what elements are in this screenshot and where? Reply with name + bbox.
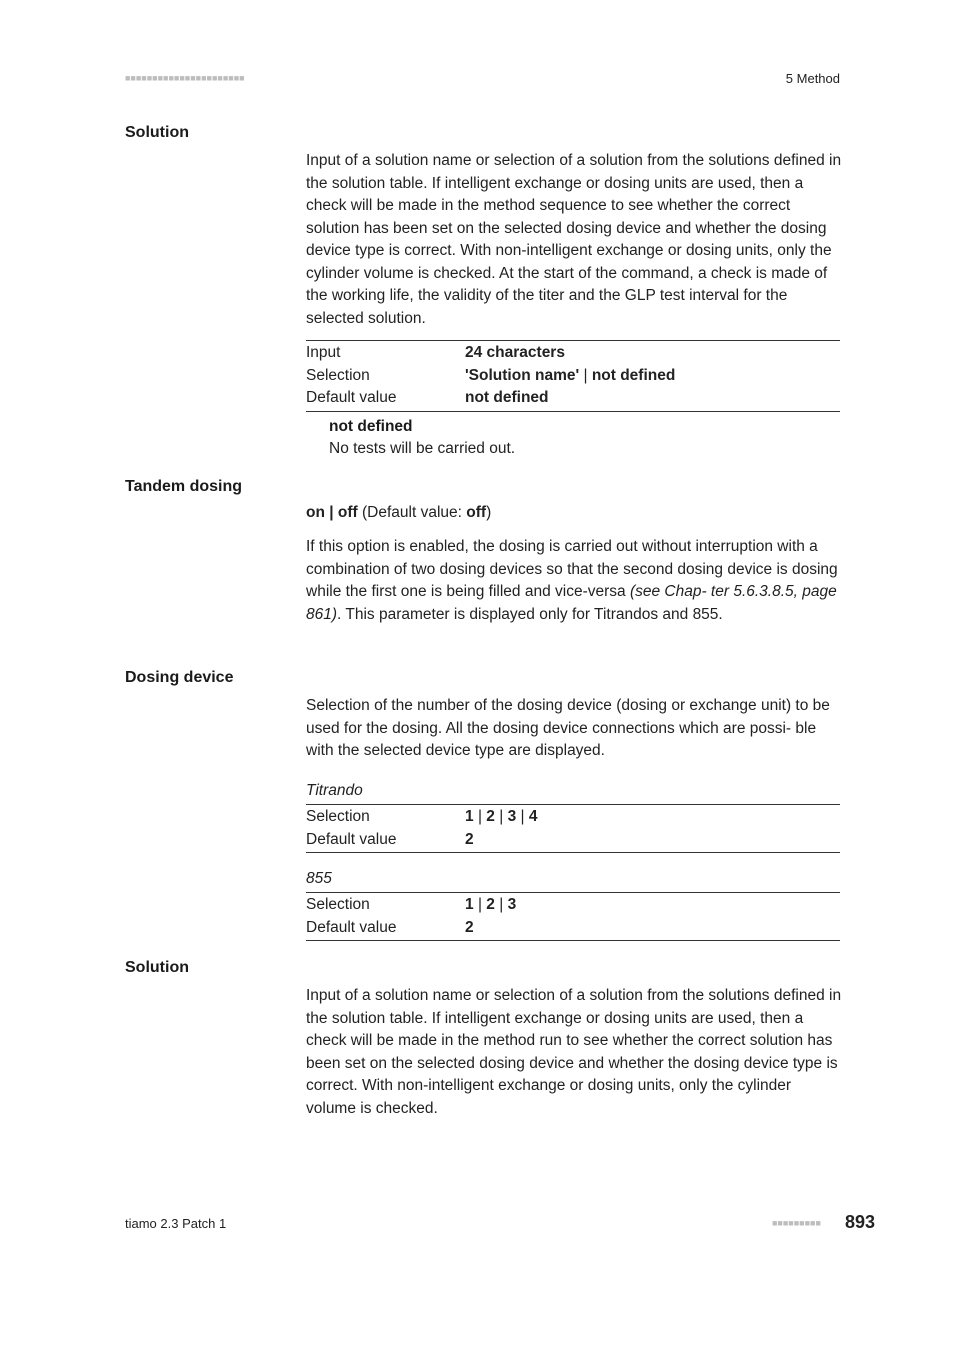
option-title: not defined: [329, 418, 413, 435]
table-row: [306, 829, 840, 852]
header-decoration: ■■■■■■■■■■■■■■■■■■■■■■: [125, 73, 245, 83]
row-value: not defined: [465, 389, 549, 406]
separator: |: [477, 808, 482, 825]
separator: |: [499, 896, 504, 913]
tandem-desc-part2: . This parameter is displayed only for Titrandos and 855.: [337, 605, 723, 623]
titrando-caption: Titrando: [306, 782, 363, 799]
table-row: [306, 365, 840, 388]
selection-option: 2: [486, 896, 495, 913]
row-label: Selection: [306, 808, 370, 825]
855-parameter-table: [306, 892, 840, 941]
selection-option: 4: [528, 808, 538, 825]
selection-option: 3: [507, 896, 517, 913]
separator: |: [329, 504, 334, 521]
row-label: Selection: [306, 896, 370, 913]
row-value: [465, 806, 537, 829]
solution-description: Input of a solution name or selection of a solution from the solutions defined in the solution table. If intelligent exchange or dosing units are used, then a check will be made in the method sequence to see whether the correct solution has been set on the selected dosing device and whether the dosing device type is correct. With non-intelligent exchange or dosing units, only the cylinder volume is checked. At the start of the command, a check is made of the working life, the validity of the titer and the GLP test interval for the selected solution.: [306, 152, 842, 327]
section-title-dosing-device: Dosing device: [125, 669, 234, 686]
tandem-desc-part1: If this option is enabled, the dosing is carried out without interruption with a combination of two dosing devices so that the second dosing device is dosing while the first one is being filled and vice-versa: [306, 538, 838, 600]
selection-option: not defined: [591, 366, 676, 384]
separator: |: [499, 808, 504, 825]
solution-parameter-table: [306, 340, 840, 412]
default-value: off: [466, 504, 487, 521]
separator: |: [583, 366, 588, 384]
table-row: [306, 342, 840, 365]
table-row: [306, 917, 840, 940]
855-caption: 855: [306, 870, 332, 887]
selection-option: 1: [465, 896, 474, 913]
row-value: 24 characters: [465, 344, 565, 361]
chapter-label: 5 Method: [785, 71, 840, 86]
footer-decoration: ■■■■■■■■■: [772, 1218, 821, 1228]
section-title-solution: Solution: [125, 124, 189, 141]
product-version: tiamo 2.3 Patch 1: [125, 1216, 227, 1231]
row-value: [465, 894, 516, 917]
titrando-parameter-table: [306, 804, 840, 853]
selection-option: 2: [486, 808, 495, 825]
separator: |: [520, 808, 525, 825]
solution-description: Input of a solution name or selection of a solution from the solutions defined in the solution table. If intelligent exchange or dosing units are used, then a check will be made in the method run to see whether the correct solution has been set on the selected dosing device and whether the dosing device type is correct. With non-intelligent exchange or dosing units, only the cylinder volume is checked.: [306, 987, 842, 1117]
tandem-description: [306, 536, 842, 626]
row-label: Selection: [306, 366, 370, 384]
chapter-reference-link[interactable]: (see Chap- ter 5.6.3.8.5, page 861): [306, 583, 837, 623]
selection-option: 'Solution name': [465, 366, 580, 384]
option-description: No tests will be carried out.: [329, 440, 516, 457]
table-row: [306, 806, 840, 829]
option-on: on: [306, 504, 325, 521]
section-title-tandem-dosing: Tandem dosing: [125, 478, 243, 495]
default-prefix: (Default value:: [362, 504, 467, 521]
section-title-solution: Solution: [125, 959, 189, 976]
row-label: Default value: [306, 918, 397, 936]
row-label: Default value: [306, 830, 397, 848]
row-value: 2: [465, 918, 474, 936]
row-label: Input: [306, 344, 341, 361]
dosing-device-description: Selection of the number of the dosing device (dosing or exchange unit) to be used for the dosing. All the dosing device connections which are possi- ble with the selected device type are displayed.: [306, 697, 830, 759]
selection-option: 1: [465, 808, 474, 825]
table-row: [306, 387, 840, 410]
page-number: 893: [845, 1212, 876, 1232]
default-suffix: ): [486, 504, 492, 521]
table-row: [306, 894, 840, 917]
row-value: 2: [465, 830, 474, 848]
row-label: Default value: [306, 389, 397, 406]
row-value: [465, 365, 675, 388]
separator: |: [477, 896, 482, 913]
selection-option: 3: [507, 808, 517, 825]
option-off: off: [337, 504, 358, 521]
tandem-options: [306, 504, 491, 522]
